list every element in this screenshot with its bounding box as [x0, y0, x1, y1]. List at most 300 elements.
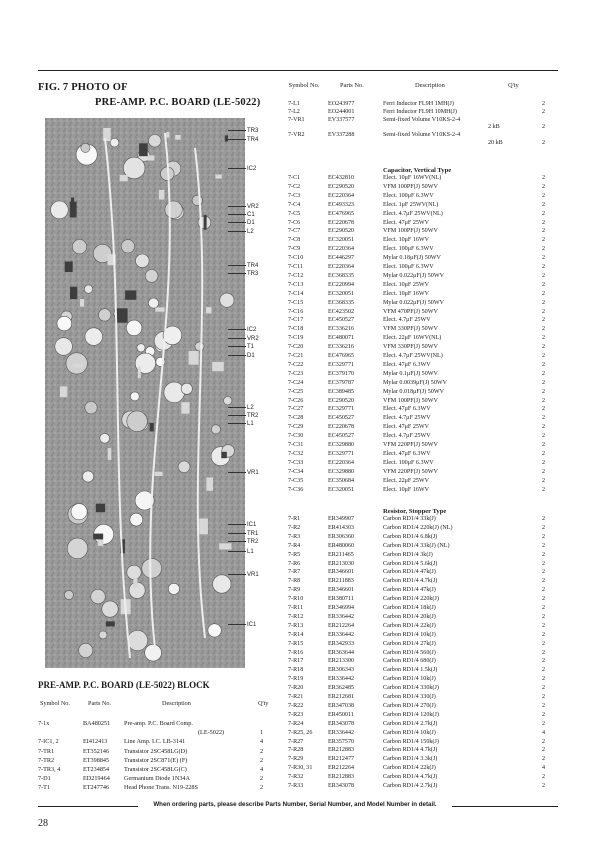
callout-leader-line	[228, 423, 246, 424]
part-number: EC336216	[328, 326, 355, 333]
part-qty: 2	[541, 551, 545, 558]
block-qty: 2	[260, 784, 264, 792]
part-qty: 2	[541, 542, 545, 549]
callout-leader-line	[228, 472, 246, 473]
part-qty: 2	[541, 676, 545, 683]
callout-leader-line	[228, 524, 246, 525]
callout-leader-line	[228, 551, 246, 552]
callout-label: TR4	[247, 263, 259, 269]
board-component	[139, 143, 148, 156]
part-description: Carbon RD1/4 18k(J)	[383, 605, 436, 611]
capacitor-component	[211, 425, 220, 434]
capacitor-component	[142, 558, 162, 578]
part-row	[288, 398, 573, 407]
part-number: EC220364	[328, 192, 355, 199]
part-symbol: 7-C26	[288, 397, 304, 404]
photo-callout	[228, 539, 258, 545]
part-symbol: 7-R24	[288, 720, 304, 727]
part-qty: 2	[541, 290, 545, 297]
block-part-no: ET398845	[83, 756, 110, 764]
capacitor-component	[164, 382, 185, 403]
part-number: EC220994	[328, 281, 355, 288]
part-description: Carbon RD1/4 27k(J)	[383, 640, 436, 647]
block-row	[38, 775, 278, 784]
part-description: Elect. 22μF 25WV	[383, 477, 430, 484]
photo-callout	[228, 212, 255, 218]
part-row	[288, 202, 573, 211]
part-number: EC423502	[328, 308, 355, 315]
callout-label: L1	[247, 549, 254, 555]
part-number: ER212264	[328, 765, 355, 772]
part-symbol: 7-C27	[288, 406, 304, 413]
photo-callout	[228, 622, 256, 628]
callout-label: L2	[247, 229, 254, 235]
part-description: Mylar 0.1μF(J) 50WV	[383, 370, 438, 377]
part-qty: 2	[541, 667, 545, 674]
callout-label: TR4	[247, 137, 259, 143]
part-number: ER362485	[328, 685, 355, 692]
capacitor-component	[136, 254, 150, 268]
part-qty: 2	[541, 415, 545, 422]
part-symbol: 7-R8	[288, 578, 301, 585]
block-header-qty: Q'ty	[258, 700, 269, 707]
part-number: ER336442	[328, 613, 355, 620]
part-row	[288, 694, 573, 703]
part-qty: 2	[541, 108, 545, 115]
part-description: Carbon RD1/4 4.7k(J)	[383, 747, 438, 754]
block-description: Transistor 2SC871(E) (F)	[124, 756, 188, 764]
part-qty: 2	[541, 658, 545, 665]
part-symbol: 7-C12	[288, 272, 304, 279]
part-number: ER346601	[328, 587, 355, 594]
capacitor-component	[127, 565, 141, 579]
part-symbol: 7-R17	[288, 658, 304, 665]
part-number: ER346994	[328, 605, 355, 611]
part-symbol: 7-R5	[288, 551, 301, 558]
photo-callout	[228, 421, 254, 427]
part-row	[288, 712, 573, 721]
capacitor-component	[126, 320, 142, 336]
block-qty: 4	[260, 766, 264, 773]
part-row	[288, 193, 573, 202]
part-description: Carbon RD1/4 560(J)	[383, 649, 436, 656]
part-symbol: 7-C16	[288, 308, 304, 315]
part-description: Elect. 10μF 16WV	[383, 290, 430, 297]
callout-label: TR3	[247, 128, 259, 134]
part-description: Carbon RD1/4 150k(J)	[383, 738, 439, 745]
part-row	[288, 291, 573, 300]
part-number: ER450011	[328, 711, 354, 718]
part-symbol: 7-C7	[288, 228, 301, 235]
callout-leader-line	[228, 265, 246, 266]
block-qty: 2	[260, 756, 264, 764]
part-symbol: 7-R15	[288, 640, 304, 647]
part-row	[288, 300, 573, 309]
part-description: Elect. 10μF 16WV	[383, 237, 430, 244]
block-row	[38, 729, 278, 738]
part-description: Elect. 1μF 25WV(NL)	[383, 201, 439, 208]
part-description: Mylar 0.018μF(J) 50WV	[383, 388, 444, 395]
part-row	[288, 605, 573, 614]
block-row	[38, 720, 278, 729]
block-symbol: 7-T1	[38, 784, 51, 792]
part-symbol: 7-R10	[288, 596, 304, 603]
part-symbol: 7-R9	[288, 587, 301, 594]
part-description: 20 kB	[488, 140, 503, 146]
part-description: Elect. 10μF 16WV(NL)	[383, 175, 442, 181]
part-row	[288, 534, 573, 543]
part-number: EV337288	[328, 132, 355, 139]
capacitor-component	[220, 293, 234, 307]
part-qty: 2	[541, 175, 545, 181]
board-component	[147, 155, 155, 160]
part-qty: 2	[541, 281, 545, 288]
part-symbol: 7-VR1	[288, 116, 305, 123]
part-description: Carbon RD1/4 2.7k(J)	[383, 720, 438, 727]
part-qty: 2	[541, 379, 545, 386]
capacitor-component	[149, 135, 162, 148]
capacitor-component	[72, 240, 86, 254]
callout-label: D1	[247, 220, 255, 226]
part-description: Elect. 4.7μF 25WV(NL)	[383, 353, 443, 359]
part-symbol: 7-C29	[288, 424, 304, 431]
part-description: Carbon RD1/4 47k(J)	[383, 587, 436, 594]
part-qty: 2	[541, 140, 545, 146]
part-description: VFM 330PF(J) 50WV	[383, 344, 438, 351]
part-row	[288, 765, 573, 774]
part-number: EC329880	[328, 468, 355, 475]
board-component	[166, 132, 169, 138]
part-number: EC379170	[328, 370, 355, 377]
photo-callout	[228, 137, 258, 143]
figure-subtitle: PRE-AMP. P.C. BOARD (LE-5022)	[95, 97, 261, 108]
part-qty: 2	[541, 524, 545, 531]
board-component	[206, 307, 212, 313]
board-component	[106, 621, 115, 626]
part-number: ER380711	[328, 596, 354, 603]
part-number: ER349907	[328, 516, 355, 522]
part-qty: 2	[541, 450, 545, 457]
board-component	[71, 198, 74, 212]
part-qty: 2	[541, 264, 545, 270]
part-number: ER212264	[328, 622, 355, 629]
part-row	[288, 587, 573, 596]
part-qty: 2	[541, 747, 545, 754]
part-symbol: 7-R28	[288, 747, 304, 754]
part-row	[288, 220, 573, 229]
part-qty: 2	[541, 183, 545, 190]
capacitor-component	[110, 138, 119, 147]
callout-label: IC1	[247, 522, 257, 528]
part-qty: 2	[541, 783, 545, 789]
part-symbol: 7-C6	[288, 219, 301, 226]
block-description: Pre-amp. P.C. Board Comp.	[124, 720, 193, 727]
part-symbol: 7-R11	[288, 605, 304, 611]
part-row	[288, 246, 573, 255]
parts-header-description: Description	[415, 82, 445, 89]
photo-callout	[228, 413, 258, 419]
part-symbol: 7-R25, 26	[288, 729, 313, 736]
callout-leader-line	[228, 355, 246, 356]
part-number: EC329880	[328, 442, 355, 448]
part-symbol: 7-R1	[288, 516, 301, 522]
photo-callout	[228, 470, 259, 476]
block-qty: 2	[260, 747, 264, 755]
footer-rule-left	[38, 806, 138, 807]
photo-callout	[228, 531, 258, 537]
callout-leader-line	[228, 139, 246, 140]
board-component	[175, 135, 181, 140]
part-row	[288, 228, 573, 237]
callout-leader-line	[228, 346, 246, 347]
part-symbol: 7-C35	[288, 477, 304, 484]
part-symbol: 7-R12	[288, 613, 304, 620]
callout-label: TR1	[247, 531, 259, 537]
block-description: Transistor 2SC458LG(D)	[124, 747, 188, 755]
part-description: Elect. 47μF 6.3WV	[383, 450, 431, 457]
board-component	[108, 448, 112, 460]
callout-label: TR3	[247, 271, 259, 277]
callout-leader-line	[228, 541, 246, 542]
part-number: ER213030	[328, 560, 355, 567]
part-qty: 2	[541, 774, 545, 781]
board-component	[155, 472, 163, 476]
capacitor-component	[195, 342, 204, 351]
part-number: EC476965	[328, 210, 355, 217]
block-description: Germanium Diode 1N34A	[124, 775, 190, 783]
part-description: Carbon RD1/4 3.3k(J)	[383, 756, 438, 763]
part-row	[288, 516, 573, 525]
capacitor-component	[130, 513, 143, 526]
block-qty: 2	[260, 775, 264, 783]
part-symbol: 7-R27	[288, 738, 304, 745]
part-symbol: 7-C19	[288, 335, 304, 342]
board-component	[181, 402, 189, 414]
capacitor-component	[57, 316, 72, 331]
part-number: ER414303	[328, 524, 355, 531]
part-row	[288, 730, 573, 739]
block-symbol: 7-TR1	[38, 747, 55, 755]
part-row	[288, 596, 573, 605]
part-description: Carbon RD1/4 1.5k(J)	[383, 667, 438, 674]
part-symbol: 7-L1	[288, 101, 300, 107]
part-row	[288, 641, 573, 650]
part-row	[288, 344, 573, 353]
part-number: ER343078	[328, 783, 355, 789]
block-qty: 4	[260, 738, 264, 746]
part-row	[288, 667, 573, 676]
part-row	[288, 525, 573, 534]
block-description: Transistor 2SC458LG(C)	[124, 766, 187, 773]
board-component	[199, 519, 208, 535]
block-description: Head Phone Trans. N19-228S	[124, 784, 198, 792]
part-qty: 2	[541, 649, 545, 656]
board-component	[155, 307, 164, 311]
part-qty: 2	[541, 124, 545, 131]
part-row	[288, 424, 573, 433]
part-description: Elect. 47μF 25WV	[383, 424, 430, 431]
part-symbol: 7-C5	[288, 210, 301, 217]
part-number: EC320051	[328, 486, 355, 493]
capacitor-component	[192, 195, 202, 205]
part-number: EC379787	[328, 379, 355, 386]
part-symbol: 7-R30, 31	[288, 765, 313, 772]
block-qty: 1	[260, 729, 264, 737]
part-description: Carbon RD1/4 220k(J)	[383, 596, 439, 603]
part-symbol: 7-C14	[288, 290, 304, 297]
part-symbol: 7-R19	[288, 676, 304, 683]
part-row	[288, 309, 573, 318]
part-symbol: 7-R14	[288, 631, 304, 638]
part-description: Carbon RD1/4 2.7k(J)	[383, 783, 438, 789]
part-qty: 2	[541, 361, 545, 368]
part-qty: 2	[541, 101, 545, 107]
photo-callout	[228, 204, 259, 210]
parts-header-part-no: Parts No.	[340, 82, 364, 89]
part-symbol: 7-C33	[288, 459, 304, 466]
part-symbol: 7-C23	[288, 370, 304, 377]
part-number: EC290520	[328, 183, 355, 190]
part-qty: 2	[541, 560, 545, 567]
part-number: EC350684	[328, 477, 355, 484]
photo-callout	[228, 128, 258, 134]
part-row	[288, 623, 573, 632]
capacitor-component	[168, 583, 179, 594]
capacitor-component	[145, 644, 162, 661]
block-part-no: ED219464	[83, 775, 110, 783]
callout-label: L2	[247, 405, 254, 411]
part-number: ER212477	[328, 756, 355, 763]
part-row	[288, 442, 573, 451]
block-symbol: 7-D1	[38, 775, 51, 783]
callout-leader-line	[228, 206, 246, 207]
part-row	[288, 433, 573, 442]
part-row	[288, 264, 573, 273]
part-number: ER480060	[328, 542, 355, 549]
part-qty: 2	[541, 397, 545, 404]
part-symbol: 7-C4	[288, 201, 301, 208]
block-row	[38, 784, 278, 793]
part-row	[288, 614, 573, 623]
part-qty: 4	[541, 765, 545, 772]
part-symbol: 7-C24	[288, 379, 304, 386]
part-number: EC329771	[328, 406, 355, 413]
part-qty: 2	[541, 326, 545, 333]
board-component	[96, 504, 105, 513]
part-row	[288, 389, 573, 398]
photo-callout	[228, 522, 256, 528]
board-component	[60, 386, 67, 397]
part-number: EC290520	[328, 397, 355, 404]
part-symbol: 7-C8	[288, 237, 301, 244]
part-description: Semi-fixed Volume V10KS-2-4	[383, 116, 461, 123]
capacitor-component	[99, 631, 107, 639]
part-qty: 2	[541, 246, 545, 253]
part-row	[288, 774, 573, 783]
part-description: Mylar 0.18μF(J) 50WV	[383, 255, 441, 262]
callout-leader-line	[228, 231, 246, 232]
part-symbol: 7-R6	[288, 560, 301, 567]
block-part-no: BA480251	[83, 720, 111, 727]
capacitor-component	[127, 411, 148, 432]
part-qty: 2	[541, 335, 545, 342]
part-description: Elect. 4.7μF 25WV(NL)	[383, 210, 443, 217]
part-row	[288, 273, 573, 282]
part-description: 2 kB	[488, 124, 500, 131]
capacitor-component	[51, 201, 69, 219]
block-part-no: EI412413	[83, 738, 108, 746]
part-row	[288, 487, 573, 496]
photo-callout	[228, 327, 256, 333]
part-description: Carbon RD1/4 120k(J)	[383, 711, 439, 718]
part-description: Elect. 10μF 16WV	[383, 486, 430, 493]
callout-leader-line	[228, 329, 246, 330]
part-row	[288, 282, 573, 291]
part-number: ER342933	[328, 640, 355, 647]
part-description: Carbon RD1/4 22k(J)	[383, 765, 436, 772]
part-number: EC320051	[328, 237, 355, 244]
part-row	[288, 561, 573, 570]
part-row	[288, 415, 573, 424]
part-row	[288, 478, 573, 487]
capacitor-component	[130, 392, 139, 401]
part-description: VFM 100PF(J) 50WV	[383, 183, 438, 190]
part-description: Elect. 100μF 6.3WV	[383, 192, 434, 199]
part-qty: 4	[541, 729, 545, 736]
part-qty: 2	[541, 370, 545, 377]
part-number: EC450527	[328, 415, 355, 422]
part-row	[288, 362, 573, 371]
capacitor-component	[83, 471, 94, 482]
block-description: (LE-5022)	[198, 729, 225, 737]
block-row	[38, 766, 278, 775]
photo-callout	[228, 572, 259, 578]
part-symbol: 7-R16	[288, 649, 304, 656]
part-symbol: 7-C30	[288, 433, 304, 440]
part-number: EC446297	[328, 255, 355, 262]
part-number: ER347038	[328, 702, 355, 709]
photo-callout	[228, 220, 255, 226]
block-symbol: 7-TR2	[38, 756, 55, 764]
part-number: EC320051	[328, 290, 355, 297]
part-symbol: 7-C28	[288, 415, 304, 422]
part-description: Mylar 0.0039μF(J) 50WV	[383, 379, 448, 386]
parts-header-qty: Q'ty	[508, 82, 519, 89]
part-symbol: 7-C18	[288, 326, 304, 333]
capacitor-component	[71, 504, 87, 520]
capacitor-component	[127, 630, 147, 650]
part-number: EC336216	[328, 344, 355, 351]
board-component	[212, 362, 224, 371]
part-qty: 2	[541, 459, 545, 466]
photo-callout	[228, 271, 258, 277]
board-component	[65, 262, 73, 273]
parts-header-symbol: Symbol No.	[288, 82, 320, 89]
block-title: PRE-AMP. P.C. BOARD (LE-5022) BLOCK	[38, 680, 210, 690]
part-qty: 2	[541, 468, 545, 475]
part-description: Carbon RD1/4 330(J)	[383, 694, 436, 700]
capacitor-component	[79, 643, 93, 657]
part-number: EC290520	[328, 228, 355, 235]
part-symbol: 7-C9	[288, 246, 301, 253]
part-number: EO244001	[328, 108, 355, 115]
part-description: VFM 100PF(J) 50WV	[383, 228, 438, 235]
capacitor-component	[100, 433, 110, 443]
callout-leader-line	[228, 407, 246, 408]
part-symbol: 7-C1	[288, 175, 301, 181]
callout-label: D1	[247, 353, 255, 359]
capacitor-component	[178, 461, 190, 473]
